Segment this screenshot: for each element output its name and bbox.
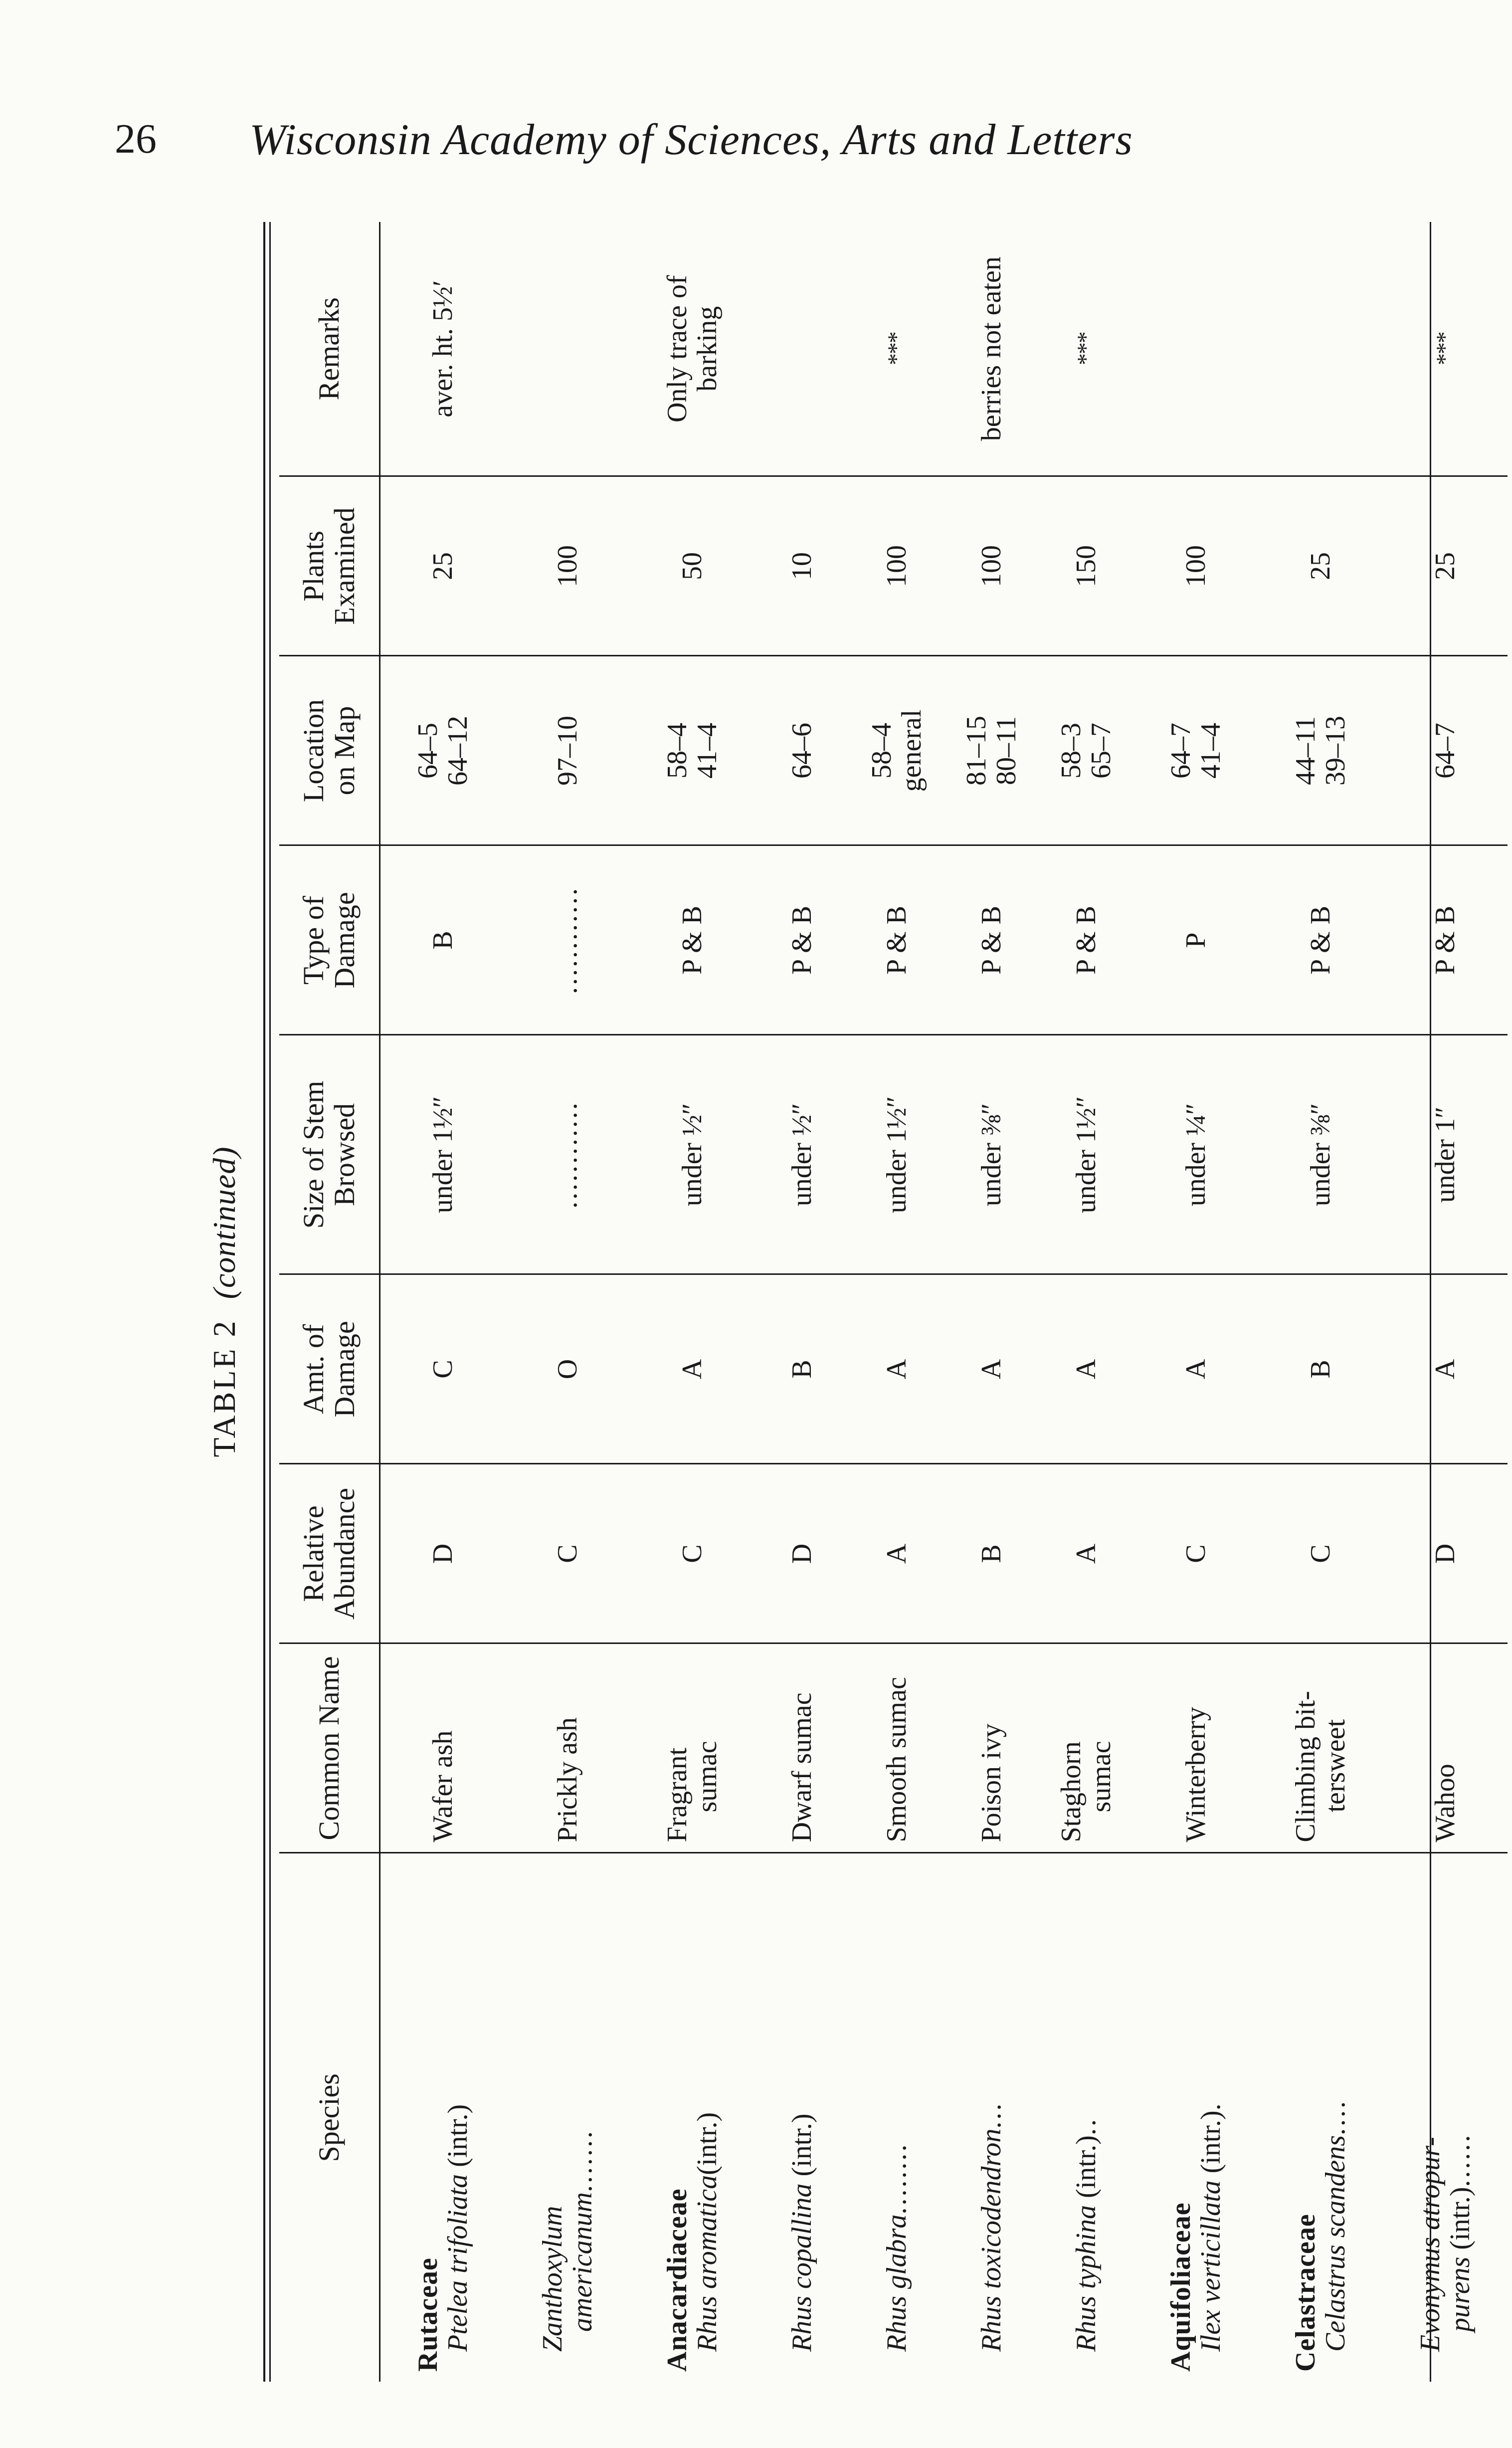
location-cell: 58–4 general [849, 656, 944, 845]
size-stem-cell: under ¼″ [1134, 1035, 1258, 1274]
table-row [944, 222, 1039, 2382]
table-2-continued [199, 222, 1476, 2382]
table-row [755, 222, 849, 2382]
plants-cell: 100 [505, 476, 630, 656]
col-header-species: Species [279, 1853, 380, 2382]
amt-damage-cell: B [755, 1274, 849, 1464]
col-header-plants-examined: Plants Examined [279, 476, 380, 656]
remarks-cell [755, 222, 849, 476]
location-cell: 64–7 41–4 [1134, 656, 1258, 845]
species-cell [755, 1853, 849, 2382]
amt-damage-cell: A [944, 1274, 1039, 1464]
type-damage-cell: B [380, 845, 506, 1035]
species-name: Rhus toxicodendron... [976, 2101, 1007, 2352]
plants-cell: 100 [1134, 476, 1258, 656]
remarks-cell: berries not eaten [944, 222, 1039, 476]
species-cell [1039, 1853, 1134, 2382]
col-header-remarks: Remarks [279, 222, 380, 476]
size-stem-cell: under ⅜″ [1258, 1035, 1383, 1274]
abundance-cell: C [630, 1464, 755, 1643]
common-name-cell: Poison ivy [944, 1643, 1039, 1853]
type-damage-cell: ............ [505, 845, 630, 1035]
common-name-cell: Fragrant sumac [630, 1643, 755, 1853]
table-row [630, 222, 755, 2382]
size-stem-cell: under ½″ [630, 1035, 755, 1274]
species-name: Rhus glabra........ [881, 2142, 912, 2352]
location-cell: 64–7 [1383, 656, 1508, 845]
amt-damage-cell: C [380, 1274, 506, 1464]
page-header [115, 105, 1411, 170]
species-name: Rhus aromatica(intr.) [692, 2112, 723, 2352]
remarks-cell: aver. ht. 5½′ [380, 222, 506, 476]
table-title-continued: (continued) [206, 1146, 242, 1299]
common-name-cell: Climbing bit- tersweet [1258, 1643, 1383, 1853]
amt-damage-cell: A [1383, 1274, 1508, 1464]
remarks-cell: *** [1383, 222, 1508, 476]
location-cell: 64–6 [755, 656, 849, 845]
species-name: Rhus copallina (intr.) [786, 2113, 817, 2352]
species-cell [1134, 1853, 1258, 2382]
species-name: Ptelea trifoliata (intr.) [442, 2104, 473, 2352]
table-row [849, 222, 944, 2382]
location-cell: 97–10 [505, 656, 630, 845]
location-cell: 58–3 65–7 [1039, 656, 1134, 845]
species-cell [1258, 1853, 1383, 2382]
table-header-row [279, 222, 380, 2382]
table-row [1134, 222, 1258, 2382]
plants-cell: 25 [380, 476, 506, 656]
common-name-cell: Winterberry [1134, 1643, 1258, 1853]
table-row [1383, 222, 1508, 2382]
amt-damage-cell: O [505, 1274, 630, 1464]
table-row [380, 222, 506, 2382]
plants-cell: 100 [849, 476, 944, 656]
col-header-common-name: Common Name [279, 1643, 380, 1853]
remarks-cell [1134, 222, 1258, 476]
plants-cell: 25 [1258, 476, 1383, 656]
table-title-text: TABLE 2 [206, 1319, 242, 1457]
common-name-cell: Wafer ash [380, 1643, 506, 1853]
table-top-rule-second [269, 222, 271, 2382]
species-name: Evonymus atropur- [1415, 2137, 1446, 2352]
species-cell [849, 1853, 944, 2382]
remarks-cell [505, 222, 630, 476]
plants-cell: 25 [1383, 476, 1508, 656]
size-stem-cell: under 1½″ [849, 1035, 944, 1274]
size-stem-cell: ............ [505, 1035, 630, 1274]
species-name: Zanthoxylum [537, 2206, 568, 2352]
common-name-cell: Wahoo [1383, 1643, 1508, 1853]
abundance-cell: A [849, 1464, 944, 1643]
type-damage-cell: P [1134, 845, 1258, 1035]
type-damage-cell: P & B [1383, 845, 1508, 1035]
amt-damage-cell: A [1134, 1274, 1258, 1464]
table-top-rule [263, 222, 265, 2382]
col-header-relative-abundance: Relative Abundance [279, 1464, 380, 1643]
type-damage-cell: P & B [944, 845, 1039, 1035]
species-cell [380, 1853, 506, 2382]
col-header-amt-damage: Amt. of Damage [279, 1274, 380, 1464]
col-header-size-stem: Size of Stem Browsed [279, 1035, 380, 1274]
plants-cell: 10 [755, 476, 849, 656]
plants-cell: 100 [944, 476, 1039, 656]
col-header-location: Location on Map [279, 656, 380, 845]
table-row [505, 222, 630, 2382]
abundance-cell: D [755, 1464, 849, 1643]
species-cell [944, 1853, 1039, 2382]
location-cell: 58–4 41–4 [630, 656, 755, 845]
location-cell: 81–15 80–11 [944, 656, 1039, 845]
type-damage-cell: P & B [755, 845, 849, 1035]
abundance-cell: A [1039, 1464, 1134, 1643]
amt-damage-cell: A [849, 1274, 944, 1464]
remarks-cell: *** [1039, 222, 1134, 476]
size-stem-cell: under ⅜″ [944, 1035, 1039, 1274]
size-stem-cell: under 1½″ [380, 1035, 506, 1274]
page-number: 26 [115, 116, 157, 162]
amt-damage-cell: A [1039, 1274, 1134, 1464]
abundance-cell: B [944, 1464, 1039, 1643]
family-name: Celastraceae [1290, 2214, 1321, 2372]
remarks-cell [1258, 222, 1383, 476]
species-name: Celastrus scandens.... [1320, 2099, 1351, 2352]
data-table [279, 222, 1508, 2382]
table-title [199, 222, 249, 2382]
size-stem-cell: under 1½″ [1039, 1035, 1134, 1274]
plants-cell: 50 [630, 476, 755, 656]
abundance-cell: C [1134, 1464, 1258, 1643]
species-name: Ilex verticillata (intr.). [1195, 2103, 1226, 2352]
location-cell: 64–5 64–12 [380, 656, 506, 845]
species-cell [630, 1853, 755, 2382]
family-name: Anacardiaceae [662, 2188, 693, 2372]
species-cell [505, 1853, 630, 2382]
abundance-cell: C [1258, 1464, 1383, 1643]
amt-damage-cell: A [630, 1274, 755, 1464]
amt-damage-cell: B [1258, 1274, 1383, 1464]
plants-cell: 150 [1039, 476, 1134, 656]
common-name-cell: Staghorn sumac [1039, 1643, 1134, 1853]
abundance-cell: D [380, 1464, 506, 1643]
type-damage-cell: P & B [1258, 845, 1383, 1035]
type-damage-cell: P & B [849, 845, 944, 1035]
remarks-cell: Only trace of barking [630, 222, 755, 476]
type-damage-cell: P & B [1039, 845, 1134, 1035]
running-head: Wisconsin Academy of Sciences, Arts and Letters [249, 116, 1133, 164]
table-bottom-rule [1430, 222, 1431, 2382]
species-name: Rhus typhina (intr.).. [1071, 2117, 1102, 2352]
remarks-cell: *** [849, 222, 944, 476]
common-name-cell: Smooth sumac [849, 1643, 944, 1853]
abundance-cell: D [1383, 1464, 1508, 1643]
family-name: Rutaceae [412, 2257, 443, 2372]
col-header-type-damage: Type of Damage [279, 845, 380, 1035]
abundance-cell: C [505, 1464, 630, 1643]
family-name: Aquifoliaceae [1165, 2202, 1196, 2372]
species-name-line2: americanum....... [567, 2129, 598, 2332]
size-stem-cell: under ½″ [755, 1035, 849, 1274]
common-name-cell: Prickly ash [505, 1643, 630, 1853]
species-name-line2: purens (intr.)...... [1445, 2133, 1476, 2332]
table-row [1039, 222, 1134, 2382]
location-cell: 44–11 39–13 [1258, 656, 1383, 845]
table-row [1258, 222, 1383, 2382]
species-cell [1383, 1853, 1508, 2382]
common-name-cell: Dwarf sumac [755, 1643, 849, 1853]
type-damage-cell: P & B [630, 845, 755, 1035]
size-stem-cell: under 1″ [1383, 1035, 1508, 1274]
